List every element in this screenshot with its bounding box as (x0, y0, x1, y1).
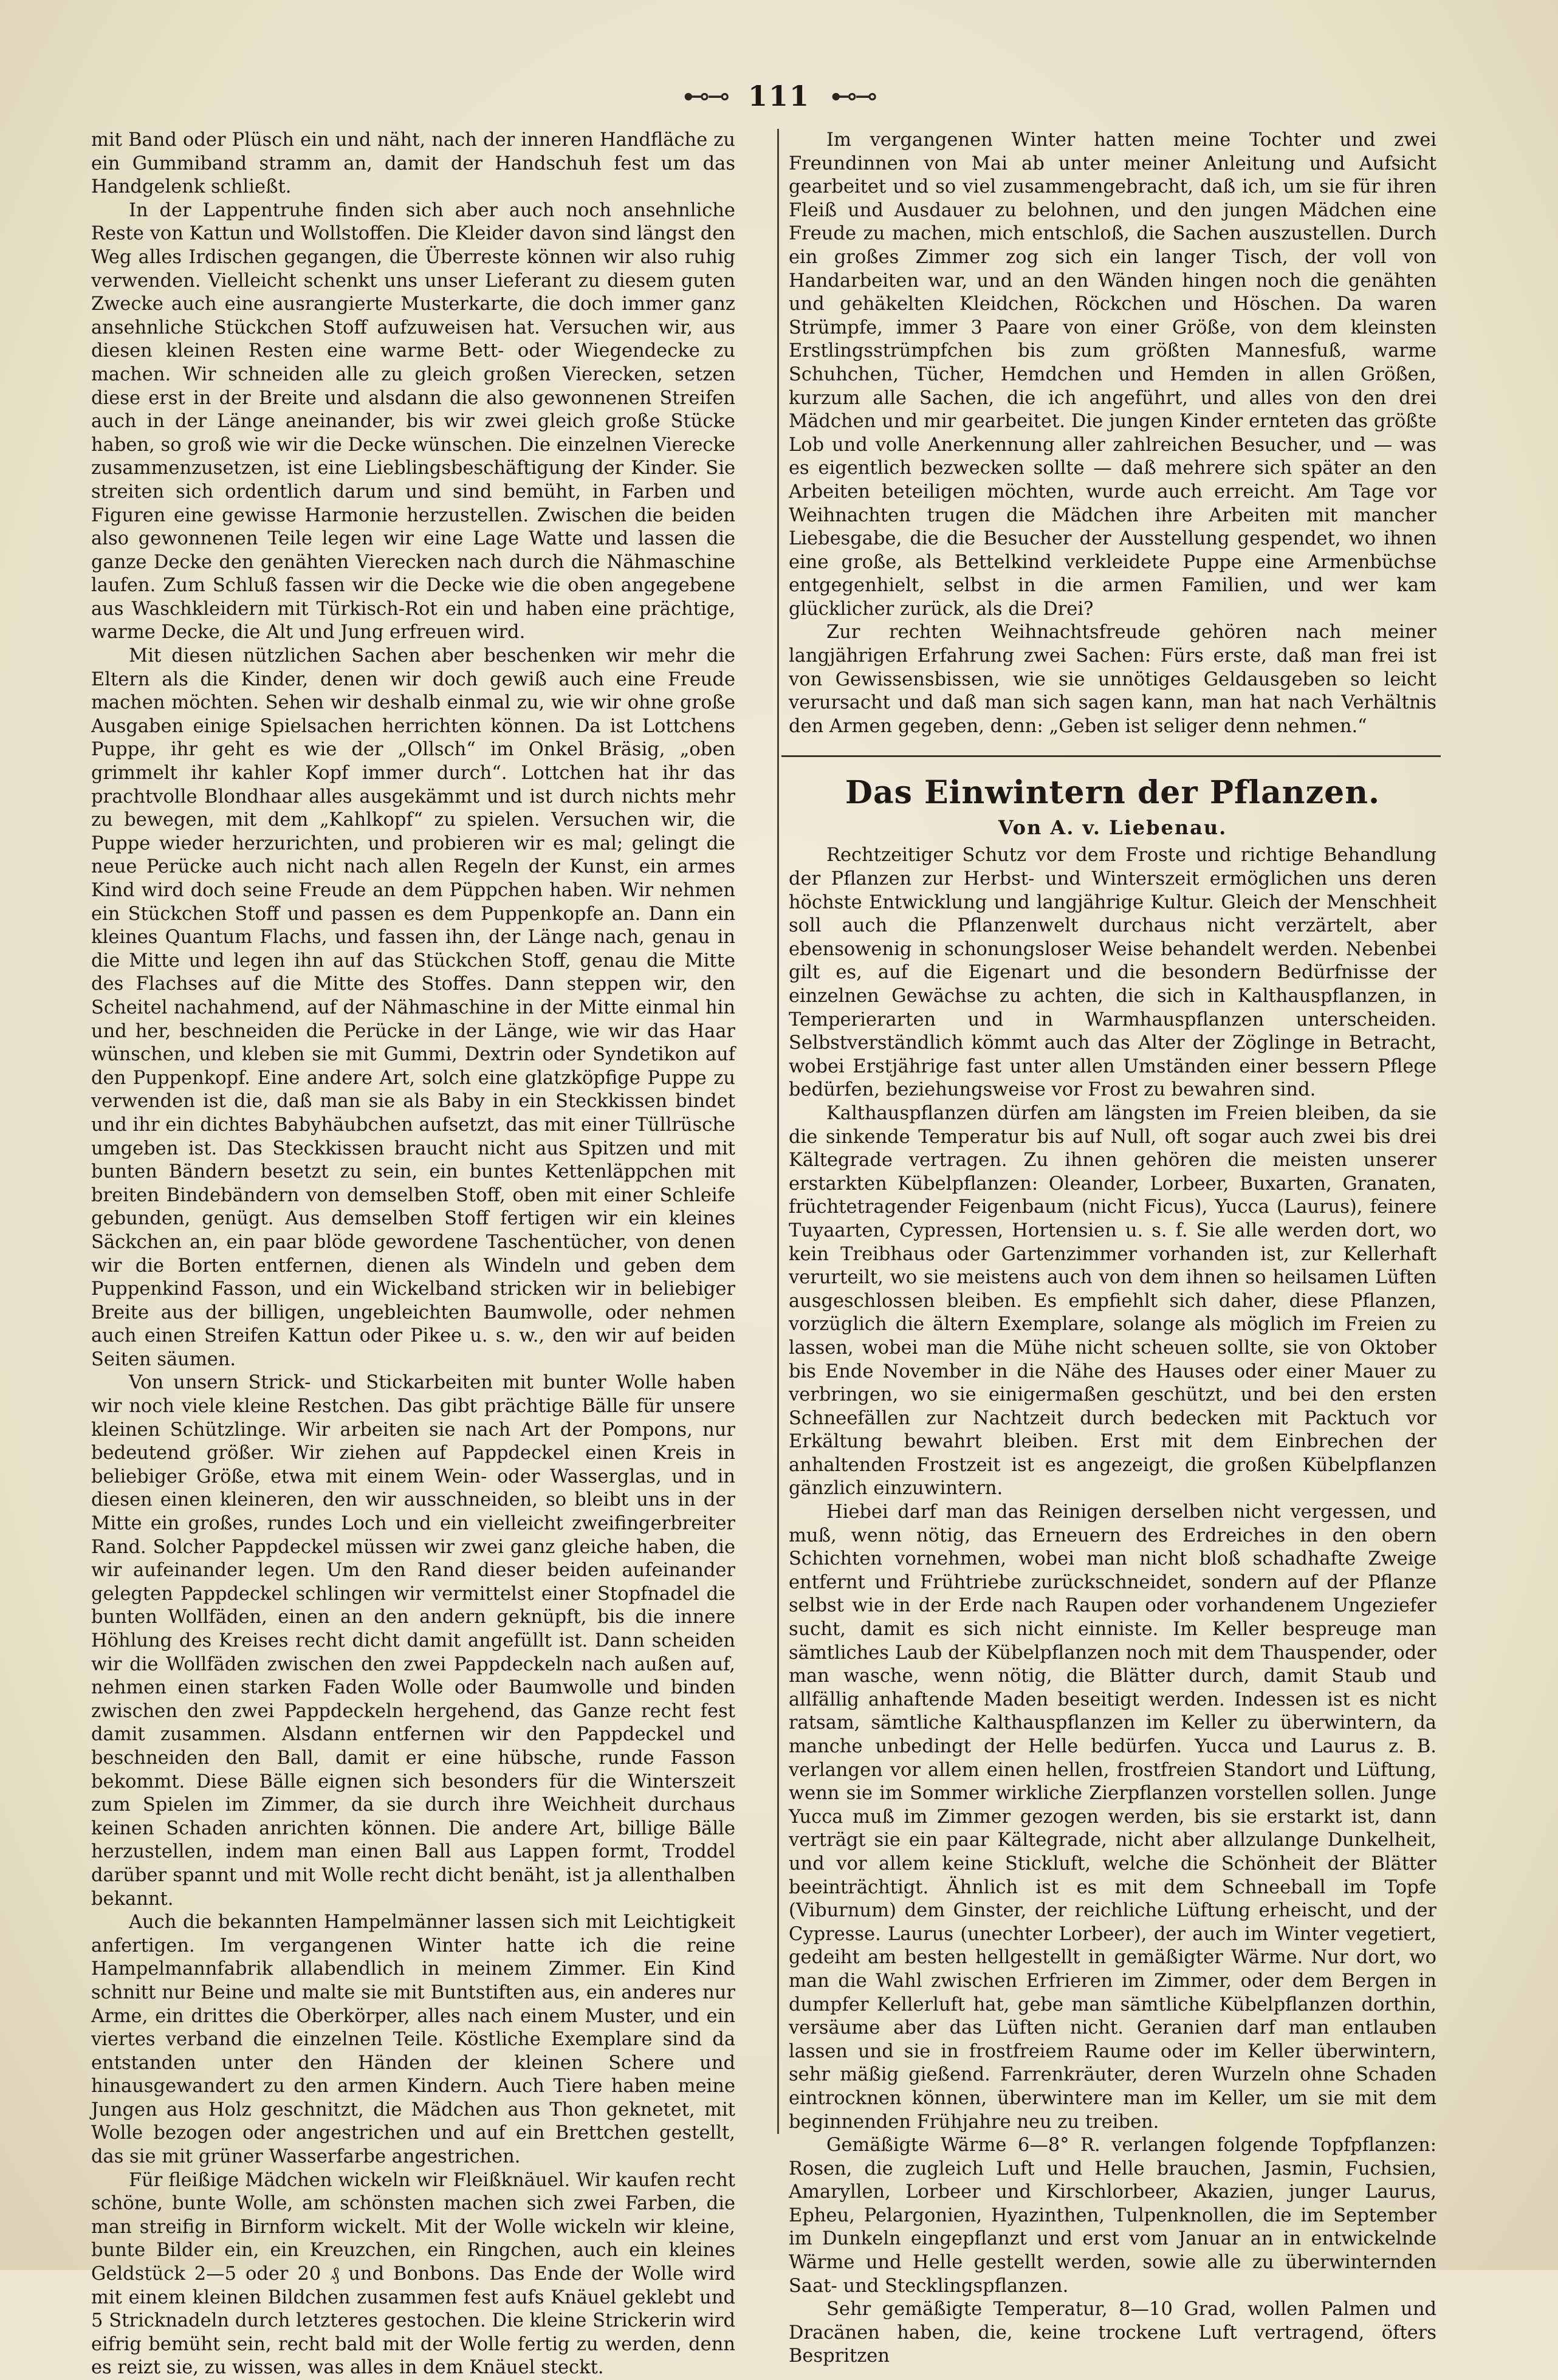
paragraph: Sehr gemäßigte Temperatur, 8—10 Grad, wollen Palmen und Dracänen haben, die, keine trockene Luft vertragend, öfters Bespritzen (789, 2299, 1436, 2367)
article-separator-rule (781, 755, 1441, 757)
paragraph: Für fleißige Mädchen wickeln wir Fleißknäuel. Wir kaufen recht schöne, bunte Wolle, am schönsten machen sich zwei Farben, die man streifig in Birnform wickelt. Mit der Wolle wickeln wir kleine, bunte Bilder ein, ein Kreuzchen, ein Ringchen, auch ein kleines Geldstück 2—5 oder 20 ₰ und Bonbons. Das Ende der Wolle wird mit einem kleinen Bildchen zusammen fest aufs Knäuel geklebt und 5 Stricknadeln durch letzteres gestochen. Die kleine Strickerin wird eifrig bemüht sein, recht bald mit der Wolle fertig zu werden, denn es reizt sie, zu wissen, was alles in dem Knäuel steckt. (91, 2169, 735, 2379)
header-ornament-right: ⊷⊸ (831, 80, 875, 112)
paragraph: Zur rechten Weihnachtsfreude gehören nach meiner langjährigen Erfahrung zwei Sachen: Fürs erste, daß man frei ist von Gewissensbissen, wie sie unnötiges Geldausgeben so leicht verursacht und daß man sich sagen kann, man hat nach Verhältnis den Armen gegeben, denn: „Geben ist seliger denn nehmen.“ (789, 622, 1436, 737)
header-ornament-left: ⊷⊸ (683, 80, 727, 112)
article-byline: Von A. v. Liebenau. (998, 816, 1227, 840)
paragraph: Auch die bekannten Hampelmänner lassen sich mit Leichtigkeit anfertigen. Im vergangenen Winter hatte ich die reine Hampelmannfabrik allabendlich in meinem Zimmer. Ein Kind schnitt nur Beine und malte sie mit Buntstiften aus, ein anderes nur Arme, ein drittes die Oberkörper, alles nach einem Muster, und ein viertes verband die einzelnen Teile. Köstliche Exemplare sind da entstanden unter den Händen der kleinen Schere und hinausgewandert zu den armen Kindern. Auch Tiere haben meine Jungen aus Holz geschnitzt, die Mädchen aus Thon geknetet, mit Wolle bezogen oder angestrichen und auf ein Brettchen gestellt, das sie mit grüner Wasserfarbe angestrichen. (91, 1912, 735, 2168)
paragraph: Kalthauspflanzen dürfen am längsten im Freien bleiben, da sie die sinkende Temperatur bis auf Null, oft sogar auch zwei bis drei Kältegrade vertragen. Zu ihnen gehören die meisten unserer erstarkten Kübelpflanzen: Oleander, Lorbeer, Buxarten, Granaten, früchtetragender Feigenbaum (nicht Ficus), Yucca (Laurus), feinere Tuyaarten, Cypressen, Hortensien u. s. f. Sie alle werden dort, wo kein Treibhaus oder Gartenzimmer vorhanden ist, zur Kellerhaft verurteilt, wo sie meistens auch von dem ihnen so heilsamen Lüften ausgeschlossen bleiben. Es empfiehlt sich daher, diese Pflanzen, vorzüglich die ältern Exemplare, solange als möglich im Freien zu lassen, wobei man die Mühe nicht scheuen sollte, sie von Oktober bis Ende November in die Nähe des Hauses oder einer Mauer zu verbringen, wo sie einigermaßen geschützt, und bei den ersten Schneefällen zur Nachtzeit durch bedecken mit Packtuch vor Erkältung bewahrt bleiben. Erst mit dem Einbrechen der anhaltenden Frostzeit ist es angezeigt, die großen Kübelpflanzen gänzlich einzuwintern. (789, 1102, 1436, 1500)
paragraph: Von unsern Strick- und Stickarbeiten mit bunter Wolle haben wir noch viele kleine Restchen. Das gibt prächtige Bälle für unsere kleinen Schützlinge. Wir arbeiten sie nach Art der Pompons, nur bedeutend größer. Wir ziehen auf Pappdeckel einen Kreis in beliebiger Größe, etwa mit einem Wein- oder Wasserglas, und in diesen einen kleineren, den wir ausschneiden, so bleibt uns in der Mitte ein großes, rundes Loch und ein vielleicht zweifingerbreiter Rand. Solcher Pappdeckel müssen wir zwei ganz gleiche haben, die wir aufeinander legen. Um den Rand dieser beiden aufeinander gelegten Pappdeckel schlingen wir vermittelst einer Stopfnadel die bunten Wollfäden, einen an den andern geknüpft, bis die innere Höhlung des Kreises recht dicht damit angefüllt ist. Dann scheiden wir die Wollfäden zwischen den zwei Pappdeckeln nach außen auf, nehmen einen starken Faden Wolle oder Baumwolle und binden zwischen den zwei Pappdeckeln hergehend, das Ganze recht fest damit zusammen. Alsdann entfernen wir den Pappdeckel und beschneiden den Ball, damit er eine hübsche, runde Fasson bekommt. Diese Bälle eignen sich besonders für die Winterszeit zum Spielen im Zimmer, da sie durch ihre Weichheit durchaus keinen Schaden anrichten können. Die andere Art, billige Bälle herzustellen, indem man einen Ball aus Lappen formt, Troddel darüber spannt und mit Wolle recht dicht benäht, ist ja allenthalben bekannt. (91, 1372, 735, 1910)
paragraph: Gemäßigte Wärme 6—8° R. verlangen folgende Topfpflanzen: Rosen, die zugleich Luft und Helle brauchen, Jasmin, Fuchsien, Amaryllen, Lorbeer und Kirschlorbeer, Akazien, junger Laurus, Epheu, Pelargonien, Hyazinthen, Tulpenknollen, die im September im Dunkeln eingepflanzt und erst vom Januar an in entwickelnde Wärme und Helle gestellt werden, sowie alle zu überwinternden Saat- und Stecklingspflanzen. (789, 2135, 1436, 2297)
article-title: Das Einwintern der Pflanzen. (845, 774, 1381, 812)
right-column-top-text (789, 129, 1436, 738)
right-column (789, 129, 1436, 2367)
paragraph: Hiebei darf man das Reinigen derselben nicht vergessen, und muß, wenn nötig, das Erneuern des Erdreiches in den obern Schichten vornehmen, wobei man nicht bloß schadhafte Zweige entfernt und Frühtriebe zurückschneidet, sondern auf der Pflanze selbst wie in der Erde nach Raupen oder vorhandenem Ungeziefer sucht, damit es sich nicht einniste. Im Keller bespreuge man sämtliches Laub der Kübelpflanzen noch mit dem Thauspender, oder man wasche, wenn nötig, die Blätter durch, damit Staub und allfällig anhaftende Maden beseitigt werden. Indessen ist es nicht ratsam, sämtliche Kalthauspflanzen im Keller zu überwintern, da manche unbedingt der Helle bedürfen. Yucca und Laurus z. B. verlangen vor allem einen hellen, frostfreien Standort und Lüftung, wenn sie im Sommer wirkliche Zierpflanzen vorstellen sollen. Junge Yucca muß im Zimmer gezogen werden, bis sie erstarkt ist, dann verträgt sie ein paar Kältegrade, nicht aber allzulange Dunkelheit, und vor allem keine Stickluft, welche die Schönheit der Blätter beeinträchtigt. Ähnlich ist es mit dem Schneeball im Topfe (Viburnum) dem Ginster, der reichliche Lüftung erheischt, und der Cypresse. Laurus (unechter Lorbeer), der auch im Winter vegetiert, gedeiht am besten hellgestellt in gemäßigter Wärme. Nur dort, wo man die Wahl zwischen Erfrieren im Zimmer, oder dem Bergen in dumpfer Kellerluft hat, gebe man sämtliche Kübelpflanzen dorthin, versäume aber das Lüften nicht. Geranien darf man entlauben lassen und sie in frostfreiem Raume oder im Keller überwintern, sehr mäßig gießend. Farrenkräuter, deren Wurzeln ohne Schaden eintrocknen können, überwintere man im Keller, um sie mit dem beginnenden Frühjahre neu zu treiben. (789, 1501, 1436, 2133)
paragraph: Im vergangenen Winter hatten meine Tochter und zwei Freundinnen von Mai ab unter meiner Anleitung und Aufsicht gearbeitet und so viel zusammengebracht, daß ich, um sie für ihren Fleiß und Ausdauer zu belohnen, und den jungen Mädchen eine Freude zu machen, mich entschloß, die Sachen auszustellen. Durch ein großes Zimmer zog sich ein langer Tisch, der voll von Handarbeiten war, und an den Wänden hingen noch die genähten und gehäkelten Kleidchen, Röckchen und Höschen. Da waren Strümpfe, immer 3 Paare von einer Größe, von dem kleinsten Erstlingsstrümpfchen bis zum größten Mannesfuß, warme Schuhchen, Tücher, Hemdchen und Hemden in allen Größen, kurzum alle Sachen, die ich angeführt, und alles von den drei Mädchen und mir gearbeitet. Die jungen Kinder ernteten das größte Lob und volle Anerkennung aller zahlreichen Besucher, und — was es eigentlich bezwecken sollte — daß mehrere sich später an den Arbeiten beteiligen möchten, wurde auch erreicht. Am Tage vor Weihnachten trugen die Mädchen ihre Arbeiten mit mancher Liebesgabe, die die Besucher der Ausstellung gespendet, wo ihnen eine große, als Bettelkind verkleidete Puppe eine Armenbüchse entgegenhielt, selbst in die armen Familien, und wer kam glücklicher zurück, als die Drei? (789, 129, 1436, 620)
paragraph: Mit diesen nützlichen Sachen aber beschenken wir mehr die Eltern als die Kinder, denen wir doch gewiß auch eine Freude machen möchten. Sehen wir deshalb einmal zu, wie wir ohne große Ausgaben einige Spielsachen herrichten können. Da ist Lottchens Puppe, ihr geht es wie der „Ollsch“ im Onkel Bräsig, „oben grimmelt ihr kahler Kopf immer durch“. Lottchen hat ihr das prachtvolle Blondhaar alles ausgekämmt und ist durch nichts mehr zu bewegen, mit dem „Kahlkopf“ zu spielen. Versuchen wir, die Puppe wieder herzurichten, und probieren wir es mal; gelingt die neue Perücke auch nicht nach allen Regeln der Kunst, ein armes Kind wird doch seine Freude an dem Püppchen haben. Wir nehmen ein Stückchen Stoff und passen es dem Puppenkopfe an. Dann ein kleines Quantum Flachs, und fassen ihn, der Länge nach, genau in die Mitte und legen ihn auf das Stückchen Stoff, genau die Mitte des Flachses auf die Mitte des Stoffes. Dann steppen wir, den Scheitel nachahmend, auf der Nähmaschine in der Mitte einmal hin und her, beschneiden die Perücke in der Länge, wie wir das Haar wünschen, und kleben sie mit Gummi, Dextrin oder Syndetikon auf den Puppenkopf. Eine andere Art, solch eine glatzköpfige Puppe zu verwenden ist die, daß man sie als Baby in ein Steckkissen bindet und ihr ein dichtes Babyhäubchen aufsetzt, das mit einer Tüllrüsche umgeben ist. Das Steckkissen braucht nicht aus Spitzen und mit bunten Bändern besetzt zu sein, ein buntes Kettenläppchen mit breiten Bindebändern von demselben Stoff, oben mit einer Schleife gebunden, genügt. Aus demselben Stoff fertigen wir ein kleines Säckchen an, ein paar blöde gewordene Taschentücher, von denen wir die Borten entfernen, dienen als Windeln und geben dem Puppenkind Fasson, und ein Wickelband stricken wir in beliebiger Breite aus der billigen, ungebleichten Baumwolle, oder nehmen auch einen Streifen Kattun oder Pikee u. s. w., den wir auf beiden Seiten säumen. (91, 645, 735, 1370)
page-number: 111 (747, 80, 811, 112)
page-header (0, 72, 1558, 120)
column-divider (777, 129, 779, 2134)
paragraph: mit Band oder Plüsch ein und näht, nach der inneren Handfläche zu ein Gummiband stramm an, damit der Handschuh fest um das Handgelenk schließt. (91, 129, 735, 198)
paragraph: In der Lappentruhe finden sich aber auch noch ansehnliche Reste von Kattun und Wollstoffen. Die Kleider davon sind längst den Weg alles Irdischen gegangen, die Überreste können wir also ruhig verwenden. Vielleicht schenkt uns unser Lieferant zu diesem guten Zwecke auch eine ausrangierte Musterkarte, die doch immer ganz ansehnliche Stückchen Stoff aufzuweisen hat. Versuchen wir, aus diesen kleinen Resten eine warme Bett- oder Wiegendecke zu machen. Wir schneiden alle zu gleich großen Vierecken, setzen diese erst in der Breite und alsdann die also gewonnenen Streifen auch in der Länge aneinander, bis wir zwei gleich große Stücke haben, so groß wie wir die Decke wünschen. Die einzelnen Vierecke zusammenzusetzen, ist eine Lieblingsbeschäftigung der Kinder. Sie streiten sich ordentlich darum und sind bemüht, in Farben und Figuren eine gewisse Harmonie herzustellen. Zwischen die beiden also gewonnenen Teile legen wir eine Lage Watte und lassen die ganze Decke den genähten Vierecken nach durch die Nähmaschine laufen. Zum Schluß fassen wir die Decke wie die oben angegebene aus Waschkleidern mit Türkisch-Rot ein und haben eine prächtige, warme Decke, die Alt und Jung erfreuen wird. (91, 199, 735, 643)
article-body (789, 844, 1436, 2368)
paragraph: Rechtzeitiger Schutz vor dem Froste und richtige Behandlung der Pflanzen zur Herbst- und Winterszeit ermöglichen uns deren höchste Entwicklung und langjährige Kultur. Gleich der Menschheit soll auch die Pflanzenwelt durchaus nicht verzärtelt, aber ebensowenig in schonungsloser Weise behandelt werden. Nebenbei gilt es, auf die Eigenart und die besondern Bedürfnisse der einzelnen Gewächse zu achten, die sich in Kalthauspflanzen, in Temperierarten und in Warmhauspflanzen unterscheiden. Selbstverständlich kömmt auch das Alter der Zöglinge in Betracht, wobei Erstjährige fast unter allen Umständen einer bessern Pflege bedürfen, beziehungsweise vor Frost zu bewahren sind. (789, 845, 1436, 1101)
left-column (91, 129, 735, 2379)
